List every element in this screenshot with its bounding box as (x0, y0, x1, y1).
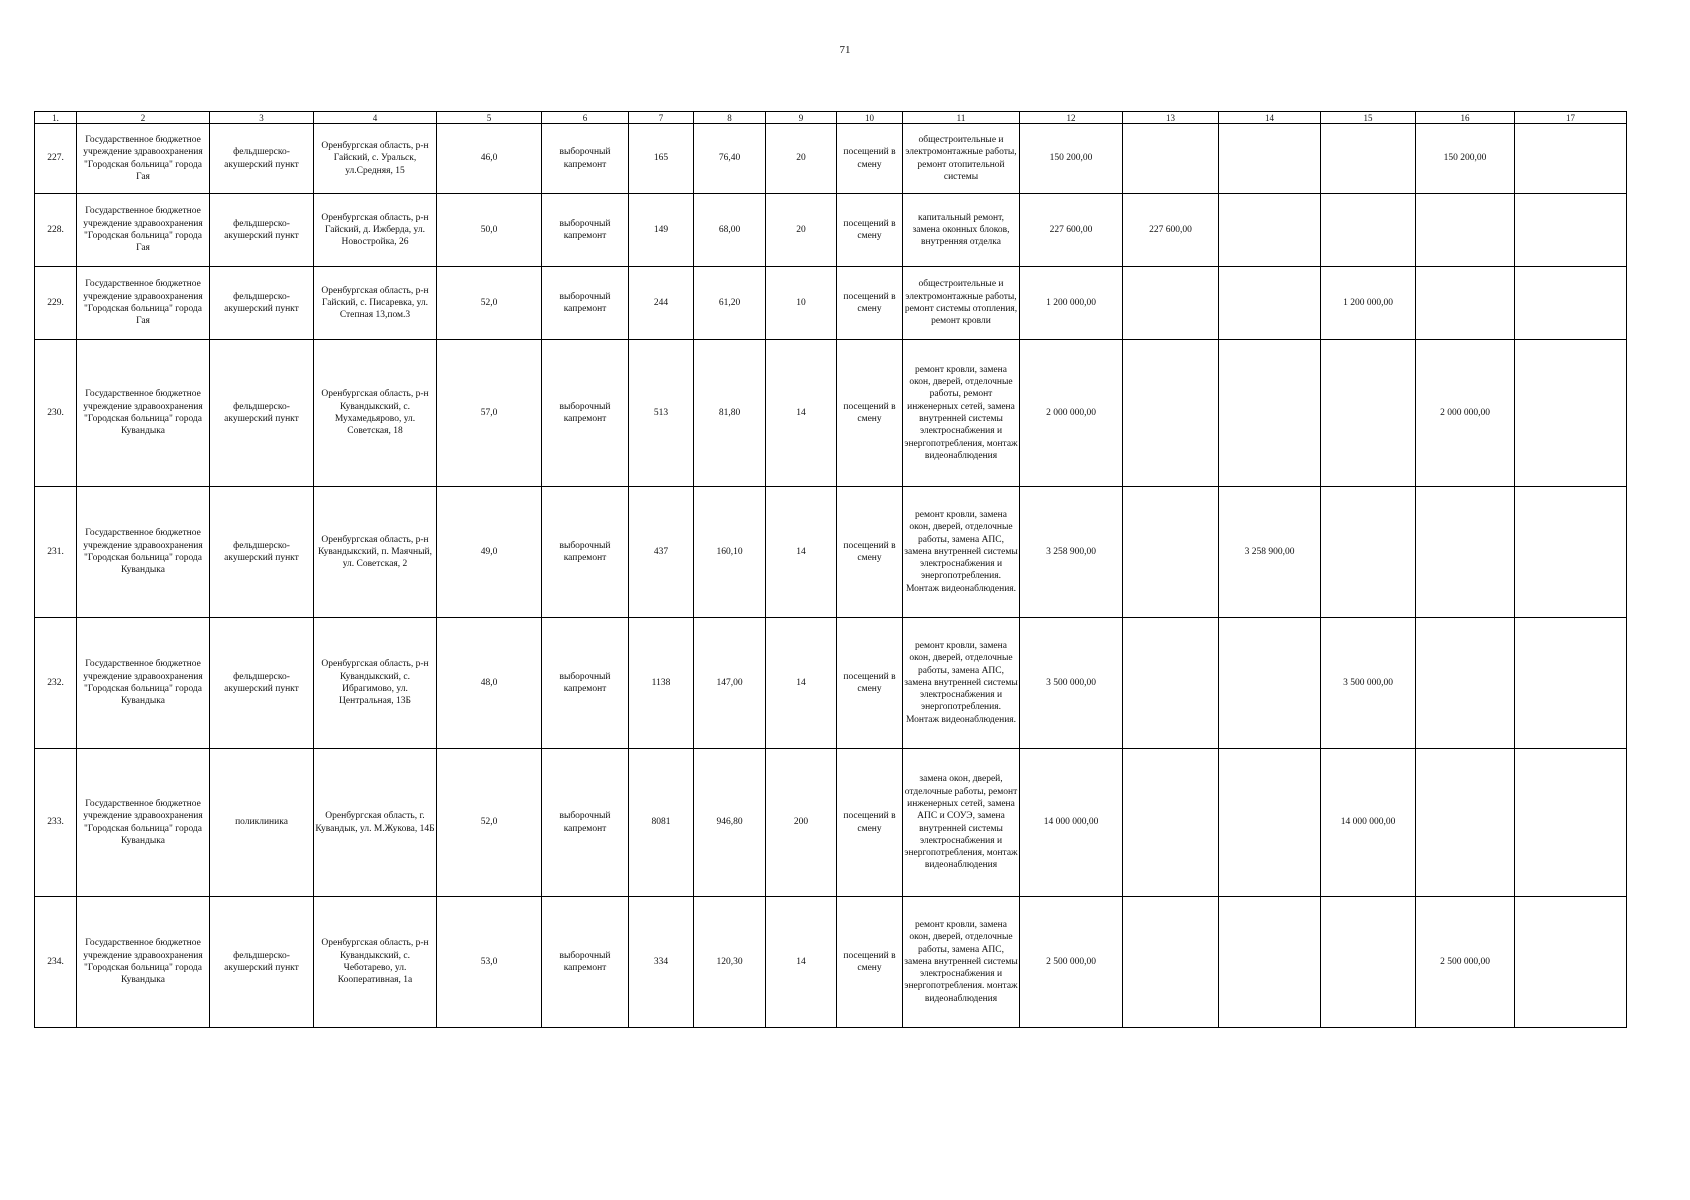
total-amount: 3 258 900,00 (1020, 487, 1123, 618)
total-amount: 3 500 000,00 (1020, 618, 1123, 749)
amount-col-17 (1515, 897, 1627, 1028)
shift-unit: посещений в смену (837, 340, 903, 487)
repair-type: выборочный капремонт (542, 124, 629, 194)
cost-value: 160,10 (694, 487, 766, 618)
amount-col-14: 3 258 900,00 (1219, 487, 1321, 618)
header-cell: 3 (210, 112, 314, 124)
amount-col-15 (1321, 897, 1416, 1028)
amount-col-15: 1 200 000,00 (1321, 267, 1416, 340)
page-number: 71 (839, 44, 851, 56)
amount-col-16 (1416, 749, 1515, 897)
amount-col-16 (1416, 267, 1515, 340)
facility-type: фельдшерско-акушерский пункт (210, 267, 314, 340)
amount-col-17 (1515, 487, 1627, 618)
amount-col-15 (1321, 340, 1416, 487)
works-description: ремонт кровли, замена окон, дверей, отделочные работы, замена АПС, замена внутренней системы электроснабжения и энергопотребления. Монтаж видеонаблюдения. (903, 487, 1020, 618)
table-row (35, 124, 1627, 194)
facility-type: поликлиника (210, 749, 314, 897)
facility-address: Оренбургская область, р-н Кувандыкский, с. Ибрагимово, ул. Центральная, 13Б (314, 618, 437, 749)
total-amount: 150 200,00 (1020, 124, 1123, 194)
header-cell: 2 (77, 112, 210, 124)
facility-type: фельдшерско-акушерский пункт (210, 897, 314, 1028)
amount-col-15 (1321, 124, 1416, 194)
shift-value: 14 (766, 487, 837, 618)
amount-col-13 (1123, 124, 1219, 194)
amount-col-13 (1123, 267, 1219, 340)
works-description: общестроительные и электромонтажные работы, ремонт отопительной системы (903, 124, 1020, 194)
repair-type: выборочный капремонт (542, 487, 629, 618)
row-number: 230. (35, 340, 77, 487)
repair-type: выборочный капремонт (542, 749, 629, 897)
shift-unit: посещений в смену (837, 897, 903, 1028)
table-row (35, 749, 1627, 897)
row-number: 231. (35, 487, 77, 618)
header-cell: 8 (694, 112, 766, 124)
amount-col-14 (1219, 618, 1321, 749)
area-value: 52,0 (437, 267, 542, 340)
capacity-value: 437 (629, 487, 694, 618)
repair-type: выборочный капремонт (542, 618, 629, 749)
facility-address: Оренбургская область, р-н Гайский, с. Уральск, ул.Средняя, 15 (314, 124, 437, 194)
repair-program-table (34, 111, 1627, 1028)
facility-type: фельдшерско-акушерский пункт (210, 340, 314, 487)
works-description: ремонт кровли, замена окон, дверей, отделочные работы, замена АПС, замена внутренней системы электроснабжения и энергопотребления. Монтаж видеонаблюдения. (903, 618, 1020, 749)
amount-col-15: 3 500 000,00 (1321, 618, 1416, 749)
facility-type: фельдшерско-акушерский пункт (210, 618, 314, 749)
institution-name: Государственное бюджетное учреждение здравоохранения "Городская больница" города Кувандыка (77, 618, 210, 749)
cost-value: 68,00 (694, 194, 766, 267)
header-cell: 11 (903, 112, 1020, 124)
shift-value: 14 (766, 897, 837, 1028)
shift-value: 20 (766, 194, 837, 267)
table-row (35, 340, 1627, 487)
shift-unit: посещений в смену (837, 487, 903, 618)
area-value: 53,0 (437, 897, 542, 1028)
header-cell: 1. (35, 112, 77, 124)
area-value: 50,0 (437, 194, 542, 267)
amount-col-13 (1123, 897, 1219, 1028)
area-value: 57,0 (437, 340, 542, 487)
capacity-value: 165 (629, 124, 694, 194)
row-number: 233. (35, 749, 77, 897)
amount-col-17 (1515, 267, 1627, 340)
capacity-value: 1138 (629, 618, 694, 749)
cost-value: 76,40 (694, 124, 766, 194)
cost-value: 120,30 (694, 897, 766, 1028)
header-cell: 10 (837, 112, 903, 124)
area-value: 46,0 (437, 124, 542, 194)
table-row (35, 618, 1627, 749)
amount-col-15: 14 000 000,00 (1321, 749, 1416, 897)
institution-name: Государственное бюджетное учреждение здравоохранения "Городская больница" города Кувандыка (77, 340, 210, 487)
amount-col-14 (1219, 749, 1321, 897)
cost-value: 81,80 (694, 340, 766, 487)
institution-name: Государственное бюджетное учреждение здравоохранения "Городская больница" города Гая (77, 124, 210, 194)
facility-address: Оренбургская область, р-н Гайский, д. Ижберда, ул. Новостройка, 26 (314, 194, 437, 267)
amount-col-14 (1219, 124, 1321, 194)
repair-type: выборочный капремонт (542, 194, 629, 267)
shift-value: 10 (766, 267, 837, 340)
shift-value: 14 (766, 618, 837, 749)
total-amount: 227 600,00 (1020, 194, 1123, 267)
amount-col-17 (1515, 340, 1627, 487)
capacity-value: 244 (629, 267, 694, 340)
facility-address: Оренбургская область, г. Кувандык, ул. М.Жукова, 14Б (314, 749, 437, 897)
row-number: 229. (35, 267, 77, 340)
works-description: общестроительные и электромонтажные работы, ремонт системы отопления, ремонт кровли (903, 267, 1020, 340)
capacity-value: 149 (629, 194, 694, 267)
works-description: капитальный ремонт, замена оконных блоков, внутренняя отделка (903, 194, 1020, 267)
header-cell: 17 (1515, 112, 1627, 124)
amount-col-13 (1123, 487, 1219, 618)
shift-value: 14 (766, 340, 837, 487)
institution-name: Государственное бюджетное учреждение здравоохранения "Городская больница" города Кувандыка (77, 487, 210, 618)
cost-value: 147,00 (694, 618, 766, 749)
row-number: 232. (35, 618, 77, 749)
cost-value: 61,20 (694, 267, 766, 340)
shift-unit: посещений в смену (837, 124, 903, 194)
header-cell: 16 (1416, 112, 1515, 124)
header-cell: 5 (437, 112, 542, 124)
header-cell: 14 (1219, 112, 1321, 124)
facility-address: Оренбургская область, р-н Гайский, с. Писаревка, ул. Степная 13,пом.3 (314, 267, 437, 340)
institution-name: Государственное бюджетное учреждение здравоохранения "Городская больница" города Гая (77, 267, 210, 340)
amount-col-16 (1416, 487, 1515, 618)
area-value: 49,0 (437, 487, 542, 618)
table-row (35, 897, 1627, 1028)
institution-name: Государственное бюджетное учреждение здравоохранения "Городская больница" города Кувандыка (77, 749, 210, 897)
capacity-value: 8081 (629, 749, 694, 897)
facility-address: Оренбургская область, р-н Кувандыкский, п. Маячный, ул. Советская, 2 (314, 487, 437, 618)
amount-col-16: 150 200,00 (1416, 124, 1515, 194)
total-amount: 14 000 000,00 (1020, 749, 1123, 897)
shift-unit: посещений в смену (837, 749, 903, 897)
header-cell: 6 (542, 112, 629, 124)
works-description: ремонт кровли, замена окон, дверей, отделочные работы, замена АПС, замена внутренней системы электроснабжения и энергопотребления. монтаж видеонаблюдения (903, 897, 1020, 1028)
amount-col-16 (1416, 618, 1515, 749)
facility-type: фельдшерско-акушерский пункт (210, 487, 314, 618)
amount-col-17 (1515, 749, 1627, 897)
facility-address: Оренбургская область, р-н Кувандыкский, с. Чеботарево, ул. Кооперативная, 1а (314, 897, 437, 1028)
header-cell: 4 (314, 112, 437, 124)
capacity-value: 513 (629, 340, 694, 487)
table-row (35, 194, 1627, 267)
amount-col-17 (1515, 194, 1627, 267)
amount-col-16: 2 000 000,00 (1416, 340, 1515, 487)
total-amount: 2 000 000,00 (1020, 340, 1123, 487)
amount-col-16 (1416, 194, 1515, 267)
row-number: 227. (35, 124, 77, 194)
total-amount: 1 200 000,00 (1020, 267, 1123, 340)
capacity-value: 334 (629, 897, 694, 1028)
shift-unit: посещений в смену (837, 267, 903, 340)
amount-col-13 (1123, 749, 1219, 897)
facility-type: фельдшерско-акушерский пункт (210, 194, 314, 267)
shift-value: 200 (766, 749, 837, 897)
header-cell: 7 (629, 112, 694, 124)
works-description: ремонт кровли, замена окон, дверей, отделочные работы, ремонт инженерных сетей, замена внутренней системы электроснабжения и энергопотребления, монтаж видеонаблюдения (903, 340, 1020, 487)
cost-value: 946,80 (694, 749, 766, 897)
column-number-row (35, 112, 1627, 124)
table-row (35, 267, 1627, 340)
amount-col-17 (1515, 124, 1627, 194)
repair-type: выборочный капремонт (542, 897, 629, 1028)
table-body (35, 124, 1627, 1028)
amount-col-14 (1219, 194, 1321, 267)
amount-col-16: 2 500 000,00 (1416, 897, 1515, 1028)
institution-name: Государственное бюджетное учреждение здравоохранения "Городская больница" города Гая (77, 194, 210, 267)
header-cell: 9 (766, 112, 837, 124)
repair-type: выборочный капремонт (542, 267, 629, 340)
facility-address: Оренбургская область, р-н Кувандыкский, с. Мухамедьярово, ул. Советская, 18 (314, 340, 437, 487)
amount-col-14 (1219, 267, 1321, 340)
works-description: замена окон, дверей, отделочные работы, ремонт инженерных сетей, замена АПС и СОУЭ, замена внутренней системы электроснабжения и энергопотребления, монтаж видеонаблюдения (903, 749, 1020, 897)
institution-name: Государственное бюджетное учреждение здравоохранения "Городская больница" города Кувандыка (77, 897, 210, 1028)
amount-col-13: 227 600,00 (1123, 194, 1219, 267)
shift-value: 20 (766, 124, 837, 194)
amount-col-13 (1123, 618, 1219, 749)
shift-unit: посещений в смену (837, 194, 903, 267)
amount-col-15 (1321, 487, 1416, 618)
facility-type: фельдшерско-акушерский пункт (210, 124, 314, 194)
total-amount: 2 500 000,00 (1020, 897, 1123, 1028)
shift-unit: посещений в смену (837, 618, 903, 749)
header-cell: 13 (1123, 112, 1219, 124)
amount-col-14 (1219, 897, 1321, 1028)
amount-col-13 (1123, 340, 1219, 487)
amount-col-14 (1219, 340, 1321, 487)
row-number: 228. (35, 194, 77, 267)
amount-col-17 (1515, 618, 1627, 749)
header-cell: 15 (1321, 112, 1416, 124)
repair-type: выборочный капремонт (542, 340, 629, 487)
row-number: 234. (35, 897, 77, 1028)
table-row (35, 487, 1627, 618)
area-value: 48,0 (437, 618, 542, 749)
area-value: 52,0 (437, 749, 542, 897)
amount-col-15 (1321, 194, 1416, 267)
header-cell: 12 (1020, 112, 1123, 124)
